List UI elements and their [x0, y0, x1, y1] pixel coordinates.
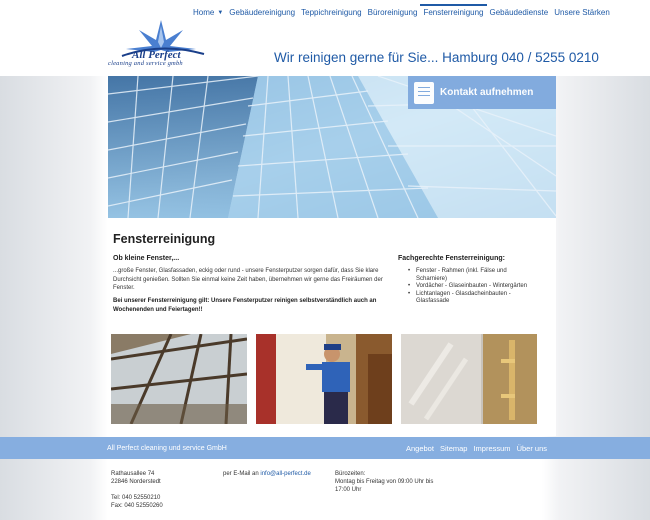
email-link[interactable]: info@all-perfect.de — [260, 471, 311, 477]
page-title: Fensterreinigung — [113, 232, 216, 246]
footer-info — [0, 459, 650, 520]
list-item: • Vordächer - Glaseinbauten - Wintergärten — [408, 283, 536, 291]
footer-link-sitemap[interactable]: Sitemap — [439, 444, 468, 453]
header — [0, 0, 650, 76]
hours-label: Bürozeiten: — [335, 471, 366, 477]
gallery-image-window-cleaner[interactable] — [256, 334, 392, 424]
intro-heading: Ob kleine Fenster,... — [113, 255, 180, 262]
nav-item-gebaeudereinigung[interactable]: Gebäudereinigung — [229, 8, 296, 17]
logo-tagline: cleaning and service gmbh — [108, 60, 183, 67]
intro-highlight: Bei unserer Fensterreinigung gilt: Unsere Fensterputzer reinigen selbstverständlich auch an Wochenenden und Feiertagen!! — [113, 298, 377, 313]
gallery-image-winter-garden[interactable] — [111, 334, 247, 424]
chevron-down-icon: ▼ — [217, 9, 224, 16]
logo-brand: All Perfect — [132, 49, 181, 61]
main-nav — [190, 8, 613, 17]
footer-link-impressum[interactable]: Impressum — [473, 444, 511, 453]
form-icon — [414, 82, 434, 104]
address-fax: Fax: 040 52550260 — [111, 503, 163, 509]
nav-item-bueroreinigung[interactable]: Büroreinigung — [367, 8, 418, 17]
footer-address — [111, 470, 163, 510]
address-tel: Tel: 040 52550210 — [111, 495, 161, 501]
email-prefix: per E-Mail an — [223, 471, 259, 477]
contact-button[interactable] — [408, 76, 556, 109]
list-item: • Lichtanlagen - Glasdacheinbauten - Glasfassade — [408, 291, 536, 306]
nav-item-fensterreinigung[interactable]: Fensterreinigung — [420, 4, 486, 17]
footer-link-angebot[interactable]: Angebot — [406, 444, 434, 453]
address-city: 22846 Norderstedt — [111, 479, 161, 485]
footer-links — [406, 444, 547, 453]
intro-text: ...große Fenster, Glasfassaden, eckig oder rund - unsere Fensterputzer sorgen dafür, dass Sie klare Durchsicht genießen. Sollten Sie einmal keine Zeit haben, übernehmen wir gerne das Freiräumen der Fenster. — [113, 268, 383, 291]
footer-link-ueber-uns[interactable]: Über uns — [516, 444, 547, 453]
gallery-image-glass-door[interactable] — [401, 334, 537, 424]
nav-item-unsere-staerken[interactable]: Unsere Stärken — [554, 8, 610, 17]
nav-item-gebaeudedienste[interactable]: Gebäudedienste — [489, 8, 549, 17]
logo[interactable] — [108, 20, 214, 70]
contact-button-label: Kontakt aufnehmen — [440, 87, 534, 98]
list-item: • Fenster - Rahmen (inkl. Fälse und Scharniere) — [408, 268, 536, 283]
footer-hours — [335, 470, 435, 494]
service-list — [408, 268, 536, 306]
footer-bar — [0, 437, 650, 459]
nav-item-home[interactable]: Home ▼ — [193, 8, 224, 17]
address-street: Rathausallee 74 — [111, 471, 155, 477]
footer-email — [223, 470, 311, 478]
footer-company: All Perfect cleaning und service GmbH — [107, 445, 227, 452]
side-heading: Fachgerechte Fensterreinigung: — [398, 255, 505, 262]
nav-item-teppichreinigung[interactable]: Teppichreinigung — [301, 8, 362, 17]
hours-text: Montag bis Freitag von 09:00 Uhr bis 17:00 Uhr — [335, 479, 434, 493]
header-phone-line: Wir reinigen gerne für Sie... Hamburg 040 / 5255 0210 — [274, 50, 599, 65]
